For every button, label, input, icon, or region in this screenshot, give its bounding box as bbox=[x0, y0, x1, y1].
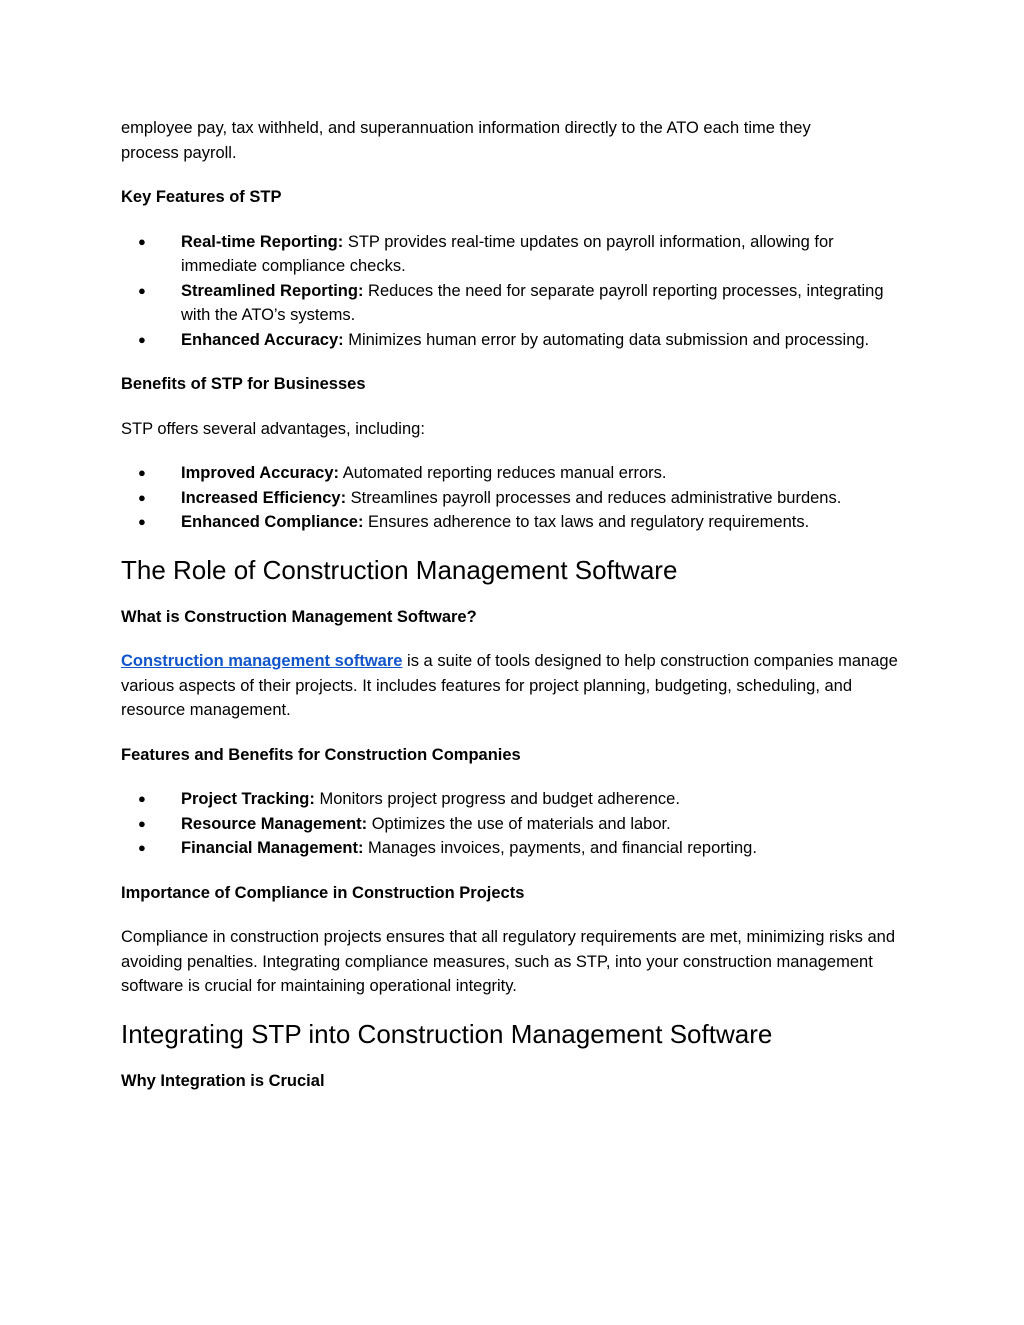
list-item bbox=[121, 461, 911, 486]
benefits-intro: STP offers several advantages, including: bbox=[121, 419, 425, 438]
bullet-icon: ● bbox=[138, 815, 146, 831]
bullet-icon: ● bbox=[138, 233, 146, 249]
list-item bbox=[121, 486, 911, 511]
list-item bbox=[121, 836, 911, 861]
list-item-text: Automated reporting reduces manual errors. bbox=[339, 464, 667, 482]
list-item-label: Increased Efficiency: bbox=[181, 488, 347, 507]
list-item-label: Improved Accuracy: bbox=[181, 464, 340, 482]
list-item bbox=[121, 328, 911, 353]
list-item-text: Optimizes the use of materials and labor. bbox=[367, 814, 671, 833]
list-item bbox=[121, 787, 911, 812]
why-integration-heading: Why Integration is Crucial bbox=[121, 1071, 325, 1090]
integration-section-title: Integrating STP into Construction Management Software bbox=[121, 1018, 773, 1049]
bullet-icon: ● bbox=[138, 489, 146, 505]
list-item bbox=[121, 279, 911, 328]
bullet-icon: ● bbox=[138, 840, 146, 855]
list-item bbox=[121, 230, 911, 279]
list-item-text: Minimizes human error by automating data submission and processing. bbox=[343, 330, 870, 349]
list-item-label: Financial Management: bbox=[181, 839, 364, 857]
list-item-text: Streamlines payroll processes and reduces administrative burdens. bbox=[346, 488, 842, 507]
features-list bbox=[121, 787, 911, 861]
intro-line-2: process payroll. bbox=[121, 143, 237, 162]
list-item bbox=[121, 510, 911, 535]
key-features-heading: Key Features of STP bbox=[121, 188, 282, 206]
intro-line-1: employee pay, tax withheld, and superannuation information directly to the ATO each time they bbox=[121, 119, 811, 137]
list-item-text: Manages invoices, payments, and financial reporting. bbox=[363, 839, 757, 857]
list-item-text: Ensures adherence to tax laws and regulatory requirements. bbox=[363, 513, 810, 531]
bullet-icon: ● bbox=[138, 791, 146, 806]
features-benefits-heading: Features and Benefits for Construction Companies bbox=[121, 745, 521, 764]
compliance-paragraph: Compliance in construction projects ensures that all regulatory requirements are met, minimizing risks and avoiding penalties. Integrating compliance measures, such as STP, into your construction management software is crucial for maintaining operational integrity. bbox=[121, 928, 896, 995]
construction-software-link[interactable]: Construction management software bbox=[121, 652, 403, 670]
benefits-heading: Benefits of STP for Businesses bbox=[121, 375, 366, 393]
list-item-label: Enhanced Accuracy: bbox=[181, 330, 344, 349]
list-item-label: Enhanced Compliance: bbox=[181, 513, 364, 531]
what-is-paragraph bbox=[121, 649, 911, 723]
document-page bbox=[121, 116, 911, 1093]
list-item-text: Monitors project progress and budget adherence. bbox=[314, 790, 680, 808]
list-item-label: Resource Management: bbox=[181, 814, 368, 833]
role-section-title: The Role of Construction Management Software bbox=[121, 554, 678, 585]
what-is-text: is a suite of tools designed to help construction companies manage various aspects of their projects. It includes features for project planning, budgeting, scheduling, and resource management. bbox=[121, 652, 898, 719]
bullet-icon: ● bbox=[138, 514, 146, 529]
benefits-list bbox=[121, 461, 911, 535]
key-features-list bbox=[121, 230, 911, 353]
list-item-label: Project Tracking: bbox=[181, 790, 315, 808]
list-item bbox=[121, 812, 911, 837]
what-is-heading: What is Construction Management Software? bbox=[121, 607, 477, 626]
list-item-text: Reduces the need for separate payroll reporting processes, integrating with the ATO’s systems. bbox=[181, 281, 884, 324]
compliance-heading: Importance of Compliance in Construction Projects bbox=[121, 883, 525, 902]
list-item-label: Streamlined Reporting: bbox=[181, 281, 364, 300]
bullet-icon: ● bbox=[138, 465, 146, 480]
intro-paragraph bbox=[121, 116, 911, 165]
bullet-icon: ● bbox=[138, 331, 146, 347]
bullet-icon: ● bbox=[138, 282, 146, 298]
list-item-text: STP provides real-time updates on payroll information, allowing for immediate compliance checks. bbox=[181, 232, 834, 275]
list-item-label: Real-time Reporting: bbox=[181, 232, 344, 251]
